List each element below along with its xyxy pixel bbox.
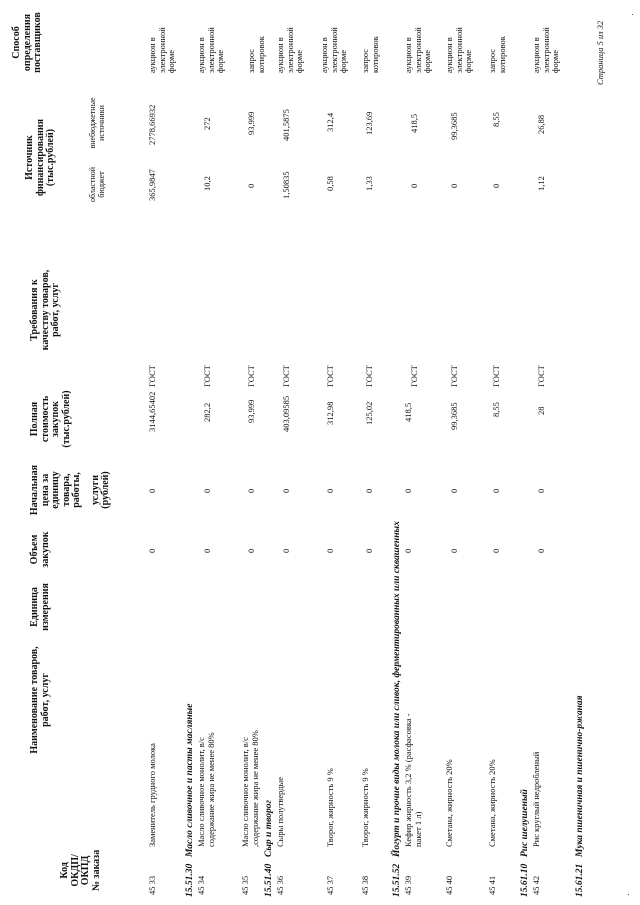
- row-name: Сметана, жирность 20%: [487, 759, 497, 847]
- row-volume: 0: [403, 548, 413, 553]
- row-name: Рис круглый недробленый: [531, 751, 541, 847]
- row-regional-budget: 0,58: [325, 176, 335, 191]
- row-price: 0: [325, 488, 335, 493]
- row-regional-budget: 365,9847: [147, 169, 157, 201]
- row-volume: 0: [246, 548, 256, 553]
- row-extra-budget: 93,999: [246, 111, 256, 135]
- header-fin-extra: внебюджетные источники: [88, 97, 106, 149]
- row-name: Творог, жирность 9 %: [325, 768, 335, 847]
- row-extra-budget: 123,69: [364, 111, 374, 135]
- header-code: Код ОКДП/ ОКПД № заказа: [59, 849, 102, 891]
- section-code: 15.61.10: [520, 863, 530, 897]
- row-total: 99,3685: [449, 402, 459, 430]
- row-volume: 0: [281, 548, 291, 553]
- row-requirement: ГОСТ: [147, 365, 157, 387]
- header-fin-regional: областной бюджет: [88, 166, 106, 203]
- header-requirements: Требования к качеству товаров, работ, услуг: [29, 269, 61, 351]
- row-extra-budget: 26,88: [536, 114, 546, 134]
- row-method: аукцион в электронной форме: [319, 27, 348, 73]
- row-volume: 0: [449, 548, 459, 553]
- row-name: Сыры полутвердые: [275, 776, 285, 847]
- row-method: аукцион в электронной форме: [531, 27, 560, 73]
- row-extra-budget: 312,4: [325, 112, 335, 132]
- row-requirement: ГОСТ: [202, 365, 212, 387]
- section-code: 15.51.30: [185, 863, 195, 897]
- row-requirement: ГОСТ: [449, 365, 459, 387]
- row-regional-budget: 1,50835: [281, 171, 291, 199]
- row-regional-budget: 1,33: [364, 176, 374, 191]
- row-extra-budget: 272: [202, 117, 212, 130]
- row-code: 45 39: [403, 875, 413, 895]
- row-total: 418,5: [403, 402, 413, 422]
- row-price: 0: [491, 488, 501, 493]
- row-requirement: ГОСТ: [246, 365, 256, 387]
- section-name: Рис шелушеный: [520, 789, 530, 857]
- section-name: Мука пшеничная и пшенично-ржаная: [575, 695, 585, 857]
- section-code: 15.61.21: [575, 863, 585, 897]
- row-code: 45 38: [360, 875, 370, 895]
- row-name: Масло сливочное монолит, в/с содержание жира не менее 80%: [196, 732, 216, 847]
- row-code: 45 35: [240, 875, 250, 895]
- row-name: Кефир жирность 3,2 % (расфасовка - пакет 1 л): [403, 713, 423, 847]
- row-requirement: ГОСТ: [325, 365, 335, 387]
- row-name: Масло сливочное монолит, в/с ,содержание жира не менее 80%: [240, 730, 260, 847]
- row-requirement: ГОСТ: [364, 365, 374, 387]
- row-code: 45 37: [325, 875, 335, 895]
- row-price: 0: [403, 488, 413, 493]
- row-code: 45 33: [147, 875, 157, 895]
- row-method: аукцион в электронной форме: [196, 27, 225, 73]
- row-code: 45 40: [444, 875, 454, 895]
- row-method: аукцион в электронной форме: [147, 27, 176, 73]
- row-price: 0: [364, 488, 374, 493]
- row-name: Творог, жирность 9 %: [360, 768, 370, 847]
- row-total: 3144,65402: [147, 391, 157, 432]
- row-volume: 0: [364, 548, 374, 553]
- row-extra-budget: 401,5875: [281, 109, 291, 141]
- row-regional-budget: 10,2: [202, 176, 212, 191]
- row-volume: 0: [325, 548, 335, 553]
- section-code: 15.51.40: [264, 863, 274, 897]
- row-price: 0: [449, 488, 459, 493]
- row-total: 28: [536, 406, 546, 415]
- page-number: Страница 5 из 32: [595, 20, 605, 85]
- row-total: 8,55: [491, 402, 501, 417]
- row-extra-budget: 418,5: [409, 113, 419, 133]
- row-total: 93,999: [246, 399, 256, 423]
- row-method: запрос котировок: [360, 36, 380, 73]
- scan-speck: [632, 14, 633, 15]
- row-total: 312,98: [325, 401, 335, 425]
- row-requirement: ГОСТ: [491, 365, 501, 387]
- row-volume: 0: [202, 548, 212, 553]
- row-volume: 0: [536, 548, 546, 553]
- row-price: 0: [281, 488, 291, 493]
- row-method: запрос котировок: [246, 36, 266, 73]
- row-extra-budget: 99,3685: [449, 112, 459, 140]
- row-price: 0: [202, 488, 212, 493]
- row-total: 403,09585: [281, 395, 291, 432]
- row-name: Сметана, жирность 20%: [444, 759, 454, 847]
- header-total: Полная стоимость закупок (тыс.рублей): [29, 390, 72, 448]
- row-regional-budget: 0: [491, 183, 501, 188]
- row-volume: 0: [147, 548, 157, 553]
- row-extra-budget: 8,55: [491, 112, 501, 127]
- row-name: Заменитель грудного молока: [147, 743, 157, 847]
- section-name: Йогурт и прочие виды молока или сливок, ферментированных или сквашенных: [392, 521, 402, 857]
- row-requirement: ГОСТ: [281, 365, 291, 387]
- row-price: 0: [147, 488, 157, 493]
- section-name: Сыр и творог: [264, 800, 274, 857]
- row-regional-budget: 0: [409, 183, 419, 188]
- row-requirement: ГОСТ: [409, 365, 419, 387]
- section-code: 15.51.52: [392, 863, 402, 897]
- header-method: Способ определения поставщиков: [11, 12, 43, 73]
- header-financing: Источник финансирования (тыс.рублей): [24, 118, 56, 197]
- row-requirement: ГОСТ: [536, 365, 546, 387]
- scan-speck: [628, 894, 629, 895]
- row-price: 0: [246, 488, 256, 493]
- header-unit: Единица измерения: [29, 583, 51, 631]
- row-total: 125,02: [364, 401, 374, 425]
- row-code: 45 36: [275, 875, 285, 895]
- row-method: аукцион в электронной форме: [403, 27, 432, 73]
- row-method: запрос котировок: [487, 36, 507, 73]
- row-total: 282,2: [202, 402, 212, 422]
- row-price: 0: [536, 488, 546, 493]
- section-name: Масло сливочное и пасты масляные: [185, 703, 195, 857]
- row-code: 45 42: [531, 875, 541, 895]
- row-regional-budget: 1,12: [536, 176, 546, 191]
- row-method: аукцион в электронной форме: [275, 27, 304, 73]
- row-volume: 0: [491, 548, 501, 553]
- row-extra-budget: 2778,66932: [147, 104, 157, 145]
- row-regional-budget: 0: [246, 183, 256, 188]
- header-price: Начальная цена за единицу товара, работы, услуги (рублей): [29, 464, 111, 516]
- row-regional-budget: 0: [449, 183, 459, 188]
- header-volume: Объем закупок: [29, 531, 51, 568]
- row-code: 45 34: [196, 875, 206, 895]
- header-name: Наименование товаров, работ, услуг: [29, 646, 51, 754]
- row-code: 45 41: [487, 875, 497, 895]
- row-method: аукцион в электронной форме: [444, 27, 473, 73]
